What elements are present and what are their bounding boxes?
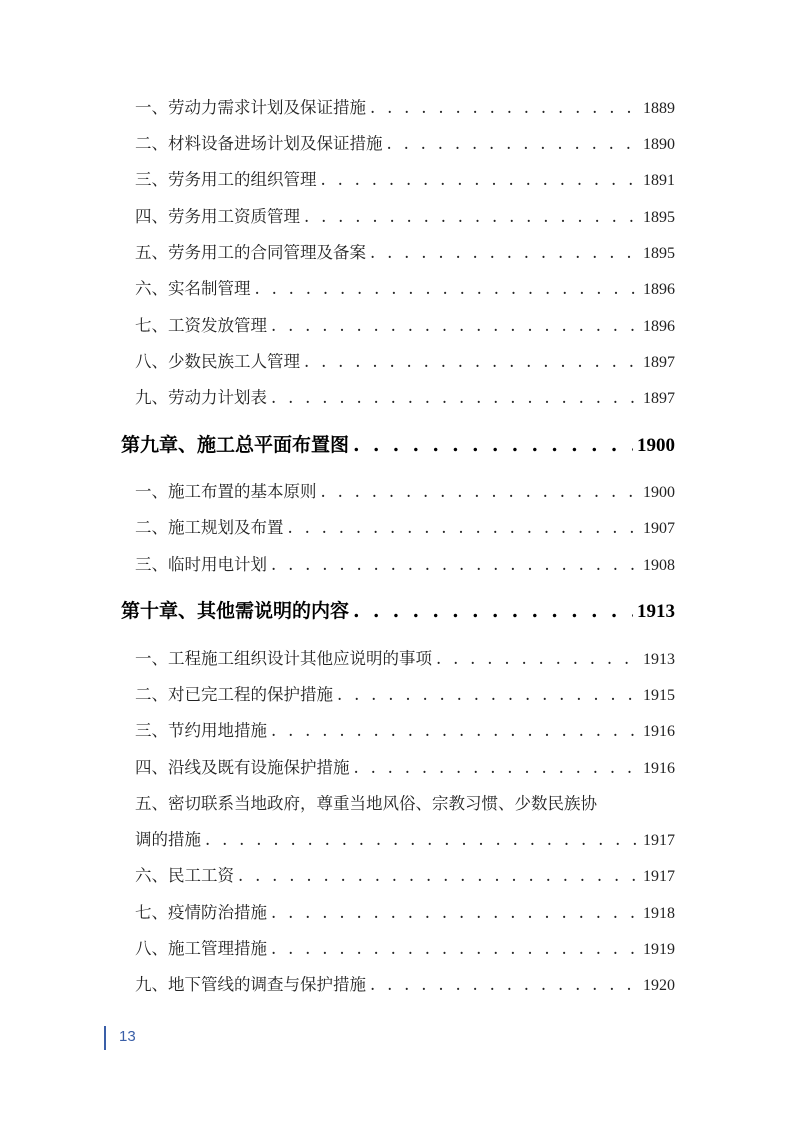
toc-entry-page: 1908 bbox=[643, 557, 675, 574]
dot-leader bbox=[321, 169, 640, 191]
toc-entry-label: 六、实名制管理 bbox=[135, 279, 251, 298]
toc-entry[interactable] bbox=[135, 387, 675, 410]
toc-entry[interactable] bbox=[135, 938, 675, 961]
toc-entry-page: 1916 bbox=[643, 723, 675, 740]
toc-entry-page: 1890 bbox=[643, 136, 675, 153]
dot-leader bbox=[370, 242, 639, 264]
toc-entry-page: 1897 bbox=[643, 354, 675, 371]
toc-chapter-label: 第十章、其他需说明的内容 bbox=[121, 600, 350, 622]
toc-entry-label: 八、施工管理措施 bbox=[135, 939, 267, 958]
toc-chapter-entry[interactable] bbox=[121, 432, 675, 459]
dot-leader bbox=[271, 720, 639, 742]
dot-leader bbox=[288, 517, 640, 539]
dot-leader bbox=[304, 351, 639, 373]
toc-entry-label: 三、节约用地措施 bbox=[135, 721, 267, 740]
dot-leader bbox=[271, 387, 639, 409]
footer-page-number: 13 bbox=[119, 1028, 136, 1045]
toc-entry[interactable] bbox=[135, 351, 675, 374]
toc-entry-page: 1918 bbox=[643, 905, 675, 922]
toc-entry[interactable] bbox=[135, 169, 675, 192]
dot-leader bbox=[205, 829, 639, 851]
toc-entry-label: 三、劳务用工的组织管理 bbox=[135, 170, 317, 189]
toc-chapter-entry[interactable] bbox=[121, 598, 675, 625]
toc-entry[interactable] bbox=[135, 206, 675, 229]
toc-entry[interactable] bbox=[135, 278, 675, 301]
dot-leader bbox=[255, 278, 640, 300]
toc-entry-page: 1917 bbox=[643, 868, 675, 885]
toc-entry[interactable] bbox=[135, 481, 675, 504]
toc-entry-label: 七、工资发放管理 bbox=[135, 316, 267, 335]
dot-leader bbox=[304, 206, 639, 228]
dot-leader bbox=[353, 432, 633, 458]
toc-chapter-label: 第九章、施工总平面布置图 bbox=[121, 434, 350, 456]
toc-entry[interactable] bbox=[135, 684, 675, 707]
toc-entry-label: 七、疫情防治措施 bbox=[135, 903, 267, 922]
toc-entry-label: 九、地下管线的调查与保护措施 bbox=[135, 975, 366, 994]
dot-leader bbox=[271, 902, 639, 924]
toc-entry[interactable] bbox=[135, 757, 675, 780]
toc-entry-label: 六、民工工资 bbox=[135, 866, 234, 885]
toc-entry-label: 一、劳动力需求计划及保证措施 bbox=[135, 98, 366, 117]
dot-leader bbox=[370, 97, 639, 119]
toc-entry[interactable] bbox=[135, 829, 675, 852]
toc-entry[interactable] bbox=[135, 974, 675, 997]
toc-entry[interactable] bbox=[135, 97, 675, 120]
toc-entry-page: 1913 bbox=[643, 651, 675, 668]
toc-entry-page: 1916 bbox=[643, 760, 675, 777]
toc-entry[interactable] bbox=[135, 517, 675, 540]
toc-entry[interactable] bbox=[135, 133, 675, 156]
toc-entry[interactable] bbox=[135, 554, 675, 577]
dot-leader bbox=[353, 598, 633, 624]
toc-entry-page: 1891 bbox=[643, 172, 675, 189]
toc-entry-page: 1900 bbox=[643, 484, 675, 501]
toc-entry[interactable] bbox=[135, 242, 675, 265]
toc-entry-label: 一、工程施工组织设计其他应说明的事项 bbox=[135, 649, 432, 668]
dot-leader bbox=[321, 481, 640, 503]
toc-entry-label: 一、施工布置的基本原则 bbox=[135, 482, 317, 501]
toc-entry[interactable] bbox=[135, 648, 675, 671]
toc-entry-label: 二、对已完工程的保护措施 bbox=[135, 685, 333, 704]
dot-leader bbox=[370, 974, 639, 996]
dot-leader bbox=[271, 938, 639, 960]
dot-leader bbox=[271, 315, 639, 337]
toc-entry-label: 三、临时用电计划 bbox=[135, 555, 267, 574]
toc-entry-page: 1895 bbox=[643, 245, 675, 262]
toc-chapter-page: 1913 bbox=[637, 601, 675, 622]
toc-entry[interactable] bbox=[135, 315, 675, 338]
toc-entry-page: 1895 bbox=[643, 209, 675, 226]
toc-entry-page: 1919 bbox=[643, 941, 675, 958]
dot-leader bbox=[337, 684, 639, 706]
dot-leader bbox=[387, 133, 640, 155]
toc-entry-label: 五、劳务用工的合同管理及备案 bbox=[135, 243, 366, 262]
toc-entry-page: 1907 bbox=[643, 520, 675, 537]
toc-entry-page: 1897 bbox=[643, 390, 675, 407]
toc-entry-page: 1920 bbox=[643, 977, 675, 994]
dot-leader bbox=[271, 554, 639, 576]
dot-leader bbox=[436, 648, 639, 670]
toc-entry-page: 1917 bbox=[643, 832, 675, 849]
toc-entry-label: 八、少数民族工人管理 bbox=[135, 352, 300, 371]
toc-entry-label: 二、材料设备进场计划及保证措施 bbox=[135, 134, 383, 153]
toc-entry[interactable] bbox=[135, 865, 675, 888]
toc-entry-label: 调的措施 bbox=[135, 830, 201, 849]
toc-entry-label: 二、施工规划及布置 bbox=[135, 518, 284, 537]
toc-entry-label: 四、劳务用工资质管理 bbox=[135, 207, 300, 226]
toc-entry-label: 四、沿线及既有设施保护措施 bbox=[135, 758, 350, 777]
toc-entry[interactable] bbox=[135, 720, 675, 743]
toc-entry-label-first-line[interactable]: 五、密切联系当地政府，尊重当地风俗、宗教习惯、少数民族协 bbox=[135, 794, 597, 813]
toc-entry-label: 九、劳动力计划表 bbox=[135, 388, 267, 407]
footer-accent-bar bbox=[104, 1026, 106, 1050]
toc-entry-page: 1896 bbox=[643, 318, 675, 335]
toc-entry-page: 1915 bbox=[643, 687, 675, 704]
toc-entry-page: 1896 bbox=[643, 281, 675, 298]
toc-chapter-page: 1900 bbox=[637, 435, 675, 456]
toc-entry[interactable] bbox=[135, 902, 675, 925]
toc-entry-page: 1889 bbox=[643, 100, 675, 117]
dot-leader bbox=[238, 865, 639, 887]
dot-leader bbox=[354, 757, 640, 779]
